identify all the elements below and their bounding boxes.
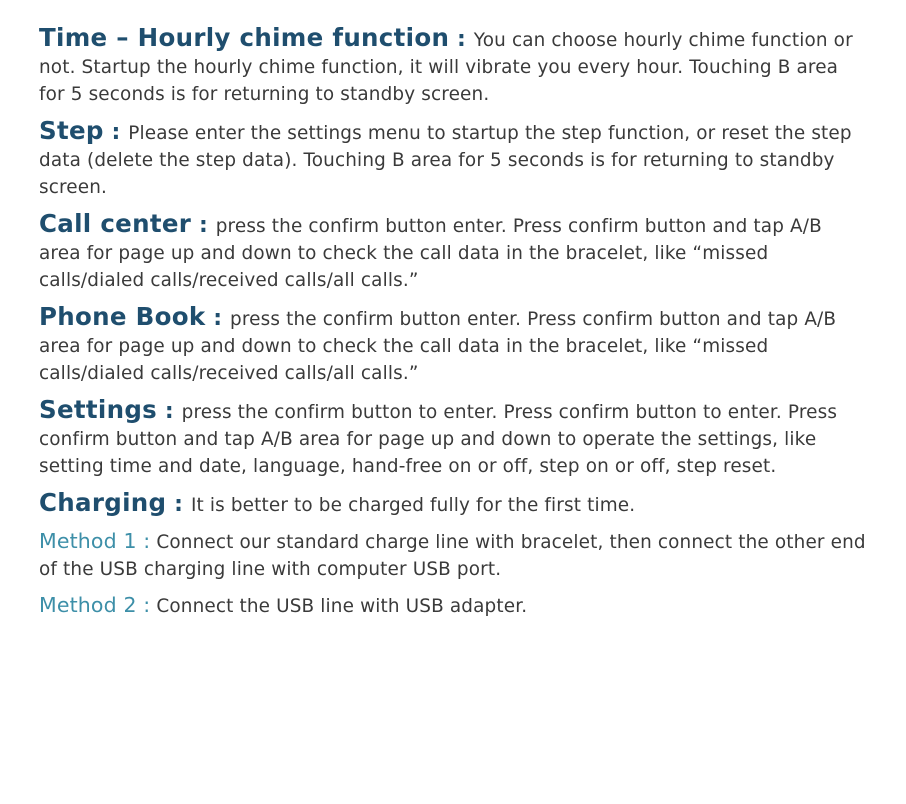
section-body: press the confirm button to enter. Press confirm button to enter. Press confirm button and tap A/B area for page up and down to operate the settings, like setting time and date, language, hand-free on or off, step on or off, step reset. [39,402,838,477]
section-heading: Call center [39,209,192,238]
heading-separator: : [166,492,191,517]
heading-separator: : [103,120,129,145]
section-body: press the confirm button enter. Press confirm button and tap A/B area for page up and down to check the call data in the bracelet, like “missed calls/dialed calls/received calls/all calls.” [39,216,822,291]
section-heading: Phone Book [39,302,206,331]
method-body: Connect the USB line with USB adapter. [156,596,528,617]
charging-method-1 [39,528,869,583]
charging-method-2 [39,592,869,620]
method-label: Method 2 : [39,593,151,617]
method-body: Connect our standard charge line with bracelet, then connect the other end of the USB charging line with computer USB port. [39,532,866,580]
section-heading: Charging [39,488,167,517]
heading-separator: : [157,399,182,424]
heading-separator: : [449,27,474,52]
method-label: Method 1 : [39,529,151,553]
section-heading: Time – Hourly chime function [39,23,450,52]
manual-page [39,24,869,629]
section-body: It is better to be charged fully for the first time. [190,495,636,516]
section-settings [39,396,869,480]
heading-separator: : [191,213,216,238]
section-heading: Step [39,116,104,145]
section-call-center [39,210,869,294]
section-time-hourly-chime [39,24,869,108]
section-body: You can choose hourly chime function or not. Startup the hourly chime function, it will vibrate you every hour. Touching B area for 5 seconds is for returning to standby screen. [39,30,853,105]
heading-separator: : [205,306,231,331]
section-step [39,117,869,201]
section-body: Please enter the settings menu to startup the step function, or reset the step data (delete the step data). Touching B area for 5 seconds is for returning to standby screen. [39,123,852,198]
section-phone-book [39,303,869,387]
section-body: press the confirm button enter. Press confirm button and tap A/B area for page up and down to check the call data in the bracelet, like “missed calls/dialed calls/received calls/all calls.” [39,309,837,384]
section-charging [39,489,869,519]
section-heading: Settings [39,395,158,424]
